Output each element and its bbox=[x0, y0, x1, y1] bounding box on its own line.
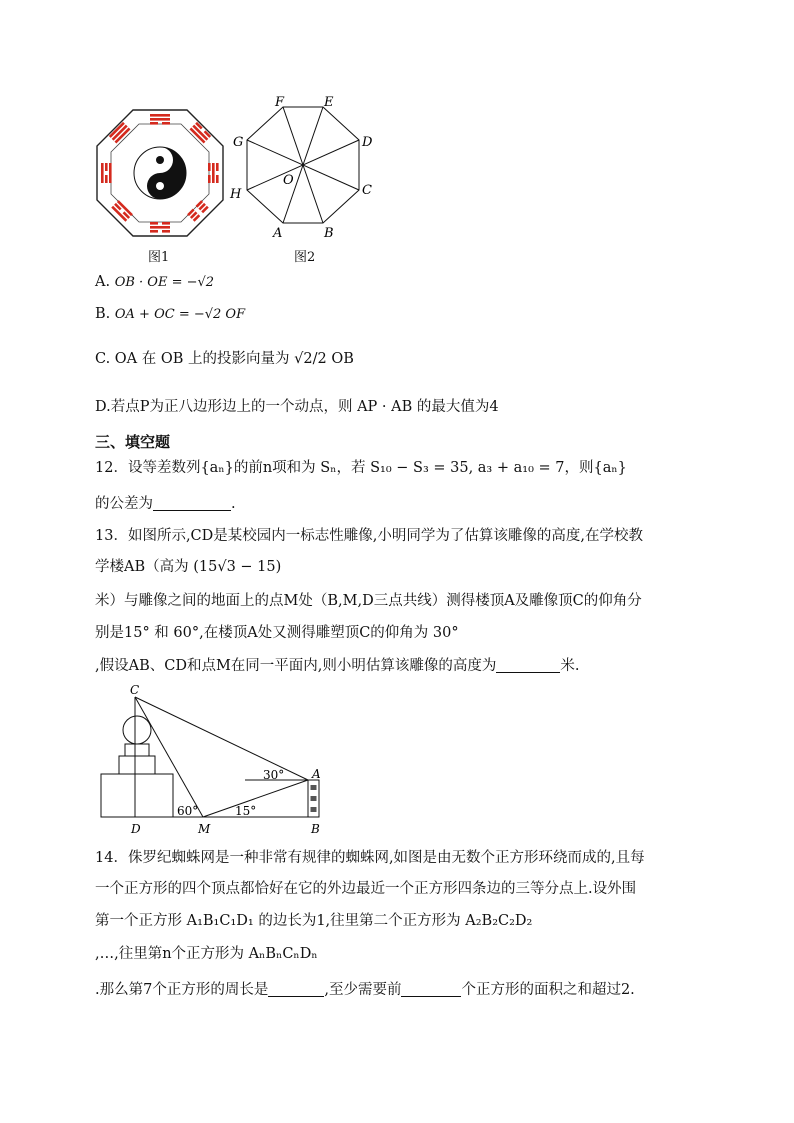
svg-text:A: A bbox=[273, 226, 283, 240]
q13-line2: 学楼AB（高为 (15√3 − 15) bbox=[95, 559, 282, 575]
section-title: 三、填空题 bbox=[95, 433, 171, 451]
q13-answer-blank[interactable] bbox=[496, 658, 560, 673]
option-b-label: B. bbox=[95, 306, 111, 322]
q14-line5-text-a: .那么第7个正方形的周长是 bbox=[95, 982, 269, 998]
svg-text:A: A bbox=[312, 767, 321, 781]
option-a-expr: OB · OE = −√2 bbox=[114, 275, 215, 290]
q13-line3: 米）与雕像之间的地面上的点M处（B,M,D三点共线）测得楼顶A及雕像顶C的仰角分 bbox=[95, 593, 642, 609]
statue-figure bbox=[95, 682, 335, 838]
q14-line5 bbox=[95, 980, 635, 1000]
svg-text:M: M bbox=[198, 822, 211, 836]
q14-answer-blank-2[interactable] bbox=[401, 982, 461, 997]
svg-text:15°: 15° bbox=[235, 804, 257, 818]
option-b bbox=[95, 306, 245, 322]
option-c: C. OA 在 OB 上的投影向量为 √2/2 OB bbox=[95, 351, 354, 367]
svg-text:C: C bbox=[130, 683, 140, 697]
fig1-caption: 图1 bbox=[148, 250, 170, 265]
svg-text:30°: 30° bbox=[263, 768, 285, 782]
svg-text:D: D bbox=[362, 135, 373, 150]
svg-text:O: O bbox=[283, 173, 294, 188]
q13-line1: 13．如图所示,CD是某校园内一标志性雕像,小明同学为了估算该雕像的高度,在学校教 bbox=[95, 528, 643, 544]
svg-text:B: B bbox=[324, 226, 334, 240]
option-a bbox=[95, 274, 214, 290]
q14-line1: 14．侏罗纪蜘蛛网是一种非常有规律的蜘蛛网,如图是由无数个正方形环绕而成的,且每 bbox=[95, 850, 645, 866]
q14-line5-text-c: 个正方形的面积之和超过2. bbox=[461, 982, 635, 998]
svg-text:B: B bbox=[311, 822, 320, 836]
q14-answer-blank-1[interactable] bbox=[268, 982, 324, 997]
q12-line1: 12．设等差数列{aₙ}的前n项和为 Sₙ，若 S₁₀ − S₃ = 35, a₃ + a₁₀ = 7，则{aₙ} bbox=[95, 460, 627, 476]
q13-line5 bbox=[95, 656, 580, 676]
q14-line2: 一个正方形的四个顶点都恰好在它的外边最近一个正方形四条边的三等分点上.设外围 bbox=[95, 881, 637, 897]
svg-text:60°: 60° bbox=[177, 804, 199, 818]
svg-text:C: C bbox=[362, 183, 372, 198]
q14-line4: ,…,往里第n个正方形为 AₙBₙCₙDₙ bbox=[95, 946, 318, 962]
q13-line5-text: ,假设AB、CD和点M在同一平面内,则小明估算该雕像的高度为 bbox=[95, 658, 497, 674]
octagon-figure bbox=[225, 90, 385, 240]
q13-line4: 别是15° 和 60°,在楼顶A处又测得雕塑顶C的仰角为 30° bbox=[95, 625, 459, 641]
option-b-expr: OA + OC = −√2 OF bbox=[114, 307, 246, 322]
q12-line2-text: 的公差为 bbox=[95, 496, 153, 512]
q12-line2: 的公差为 . bbox=[95, 496, 236, 512]
svg-text:G: G bbox=[233, 135, 244, 150]
q14-line3: 第一个正方形 A₁B₁C₁D₁ 的边长为1,往里第二个正方形为 A₂B₂C₂D₂ bbox=[95, 913, 533, 929]
option-a-label: A. bbox=[95, 274, 111, 290]
svg-text:D: D bbox=[131, 822, 141, 836]
fig2-caption: 图2 bbox=[294, 250, 316, 265]
svg-text:E: E bbox=[324, 95, 334, 110]
q13-line5-end: 米. bbox=[560, 658, 580, 674]
q12-answer-blank[interactable] bbox=[153, 496, 231, 511]
option-d: D.若点P为正八边形边上的一个动点，则 AP · AB 的最大值为4 bbox=[95, 399, 499, 415]
svg-text:F: F bbox=[275, 95, 285, 110]
bagua-figure bbox=[95, 108, 225, 238]
svg-text:H: H bbox=[230, 187, 242, 202]
q14-line5-text-b: ,至少需要前 bbox=[324, 982, 402, 998]
